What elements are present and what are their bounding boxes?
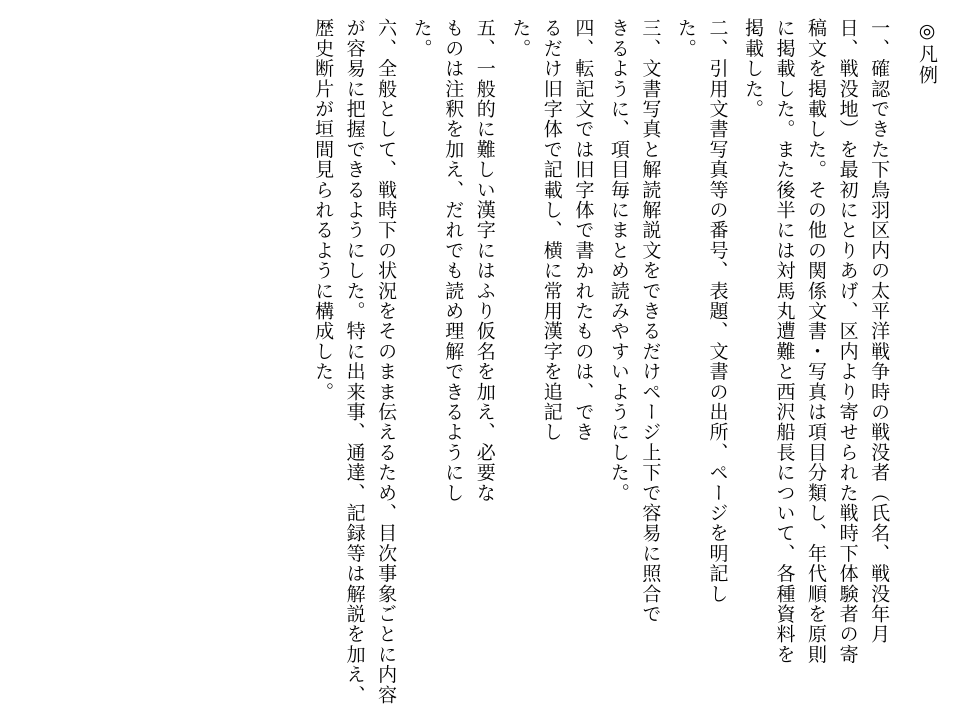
list-item-marker: 一、 — [868, 18, 890, 59]
list-item — [736, 18, 894, 683]
page-title: ◎凡例 — [916, 20, 937, 86]
list-item-text: 転記文では旧字体で書かれたものは、できるだけ旧字体で記載し、横に常用漢字を追記した。 — [509, 18, 594, 443]
list-item-marker: 二、 — [706, 18, 728, 59]
list-item — [405, 18, 500, 518]
list-item-text: 確認できた下鳥羽区内の太平洋戦争時の戦没者（氏名、戦没年月日、戦没地）を最初にとりあげ、区内より寄せられた戦時下体験者の寄稿文を掲載した。その他の関係文書・写真は項目分類し、年代順を原則に掲載した。また後半には対馬丸遭難と西沢船長について、各種資料を掲載した。 — [741, 18, 890, 665]
list-item — [307, 18, 402, 708]
list-item-marker: 五、 — [473, 18, 495, 59]
list-item — [602, 18, 665, 643]
list-item-marker: 三、 — [639, 18, 661, 59]
list-item — [669, 18, 732, 638]
list-item-text: 全般として、戦時下の状況をそのまま伝えるため、目次事象ごとに内容が容易に把握できるようにした。特に出来事、通達、記録等は解説を加え、歴史断片が垣間見られるように構成した。 — [312, 18, 397, 705]
list-item-text: 文書写真と解読解説文をできるだけページ上下で容易に照合できるように、項目毎にまとめ読みやすいようにした。 — [607, 18, 661, 625]
list-item-text: 引用文書写真等の番号、表題、文書の出所、ページを明記した。 — [674, 18, 728, 604]
vertical-text-body — [14, 18, 946, 710]
list-item-marker: 六、 — [375, 18, 397, 59]
list-item-marker: 四、 — [572, 18, 594, 59]
list-item — [504, 18, 599, 448]
list-item-text: 一般的に難しい漢字にはふり仮名を加え、必要なものは注釈を加え、だれでも読め理解できるようにした。 — [410, 18, 495, 503]
